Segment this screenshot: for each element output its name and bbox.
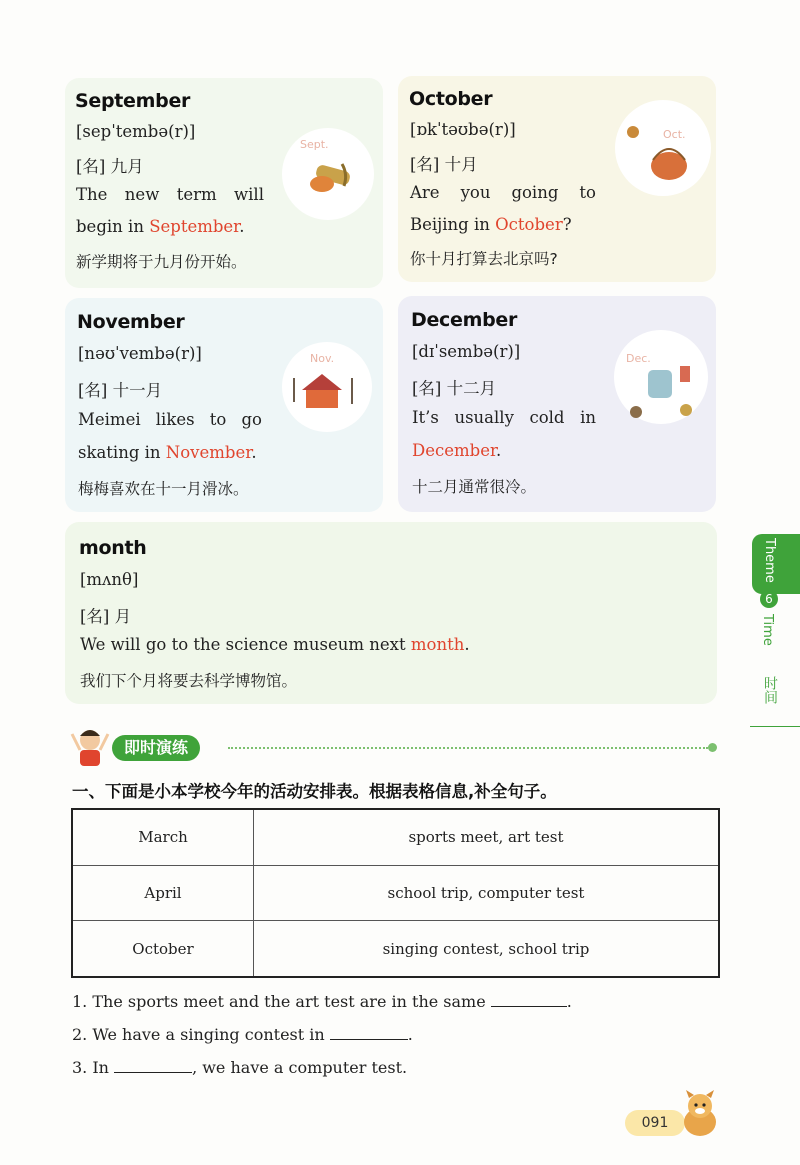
word-december: December (411, 309, 518, 331)
translation-october: 你十月打算去北京吗? (410, 250, 558, 268)
picture-september: Sept. (282, 128, 374, 220)
phonetic-september: [sepˈtembə(r)] (76, 122, 196, 141)
picture-december: Dec. (614, 330, 708, 424)
exercise-3: 3. In , we have a computer test. (72, 1058, 408, 1077)
example-month: We will go to the science museum next month. (80, 635, 470, 654)
table-cell-events: school trip, computer test (254, 865, 720, 920)
answer-blank-2[interactable] (330, 1023, 408, 1040)
translation-month: 我们下个月将要去科学博物馆。 (80, 672, 298, 690)
table-cell-events: sports meet, art test (254, 809, 720, 865)
exercise-1: 1. The sports meet and the art test are in the same . (72, 992, 572, 1011)
example-september-line1: The new term will (76, 185, 264, 204)
pos-november: [名] 十一月 (78, 381, 163, 400)
highlight-december: December (412, 441, 497, 460)
example-september-line2: begin in September. (76, 217, 245, 236)
schedule-table (71, 808, 720, 978)
table-row (72, 921, 719, 977)
example-november-line2: skating in November. (78, 443, 257, 462)
highlight-month: month (410, 635, 465, 654)
table-row (72, 809, 719, 865)
exercise-2: 2. We have a singing contest in . (72, 1025, 413, 1044)
example-november-line1: Meimei likes to go (78, 410, 262, 429)
table-cell-month: October (72, 921, 254, 977)
dog-mascot-icon (676, 1088, 724, 1138)
example-december-line2: December. (412, 441, 502, 460)
table-row (72, 865, 719, 920)
theme-label: Theme (762, 538, 777, 583)
table-cell-month: March (72, 809, 254, 865)
word-september: September (75, 90, 191, 112)
page-number: 091 (625, 1110, 685, 1136)
word-november: November (77, 311, 185, 333)
fruit-basket-icon (615, 100, 711, 196)
pos-october: [名] 十月 (410, 155, 478, 174)
answer-blank-3[interactable] (114, 1056, 192, 1073)
student-mascot-icon (68, 724, 110, 768)
word-month: month (79, 537, 147, 559)
translation-november: 梅梅喜欢在十一月滑冰。 (78, 480, 249, 498)
word-october: October (409, 88, 493, 110)
theme-title-cn: 时间 (762, 676, 778, 704)
example-october-line1: Are you going to (410, 183, 596, 202)
translation-september: 新学期将于九月份开始。 (76, 253, 247, 271)
phonetic-december: [dɪˈsembə(r)] (412, 342, 521, 361)
side-tab-divider (750, 726, 800, 727)
winter-clothes-icon (614, 330, 708, 424)
phonetic-october: [ɒkˈtəʊbə(r)] (410, 120, 516, 139)
picture-october: Oct. (615, 100, 711, 196)
highlight-october: October (495, 215, 563, 234)
phonetic-month: [mʌnθ] (80, 570, 139, 589)
pos-december: [名] 十二月 (412, 379, 497, 398)
example-october-line2: Beijing in October? (410, 215, 572, 234)
pos-september: [名] 九月 (76, 157, 144, 176)
practice-section-label: 即时演练 (112, 735, 200, 761)
translation-december: 十二月通常很冷。 (412, 478, 537, 496)
theme-number-badge: 6 (760, 590, 778, 608)
answer-blank-1[interactable] (491, 990, 567, 1007)
question-title: 一、下面是小本学校今年的活动安排表。根据表格信息,补全句子。 (72, 782, 557, 801)
phonetic-november: [nəʊˈvembə(r)] (78, 344, 202, 363)
highlight-november: November (165, 443, 252, 462)
dotted-divider (228, 747, 708, 749)
table-cell-month: April (72, 865, 254, 920)
example-december-line1: It’s usually cold in (412, 408, 596, 427)
theme-title-en: Time (760, 614, 775, 646)
highlight-september: September (149, 217, 240, 236)
theme-side-tab (752, 534, 800, 594)
picture-november: Nov. (282, 342, 372, 432)
pos-month: [名] 月 (80, 607, 132, 626)
divider-end-dot (708, 743, 717, 752)
table-cell-events: singing contest, school trip (254, 921, 720, 977)
